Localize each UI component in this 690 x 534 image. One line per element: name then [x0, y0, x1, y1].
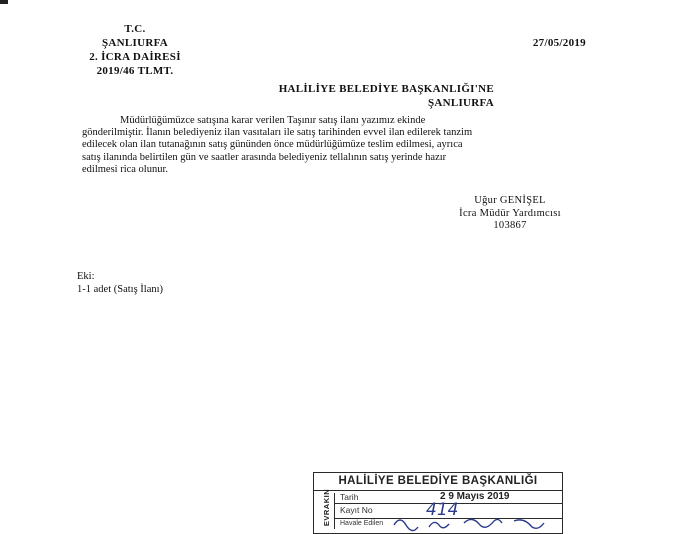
stamp-divider [314, 490, 562, 491]
signer-number: 103867 [493, 220, 527, 231]
letterhead [75, 22, 195, 78]
stamp-reg-value: 414 [426, 500, 459, 520]
stamp-side-label: EVRAKIN [322, 488, 332, 527]
recipient-name: HALİLİYE BELEDİYE BAŞKANLIĞI'NE [278, 83, 494, 95]
header-line-tc: T.C. [124, 23, 146, 35]
registration-stamp [313, 472, 563, 534]
body-line-1: Müdürlüğümüzce satışına karar verilen Taşınır satış ilanı yazımız ekinde [120, 115, 426, 126]
attachments-label: Eki: [77, 271, 95, 282]
body-line-3: edilecek olan ilan tutanağının satış gününden önce müdürlüğümüze teslim edilmesi, ayrıca [82, 139, 463, 151]
recipient-city: ŞANLIURFA [427, 97, 494, 109]
header-line-file-no: 2019/46 TLMT. [96, 65, 174, 77]
stamp-reg-label: Kayıt No [340, 505, 373, 515]
stamp-date-label: Tarih [340, 492, 359, 502]
stamp-title: HALİLİYE BELEDİYE BAŞKANLIĞI [338, 475, 538, 487]
signer-title: İcra Müdür Yardımcısı [459, 207, 561, 219]
stamp-ref-label: Havale Edilen [340, 520, 384, 527]
letter-body [82, 115, 582, 176]
attachments [77, 270, 277, 296]
header-line-office: 2. İCRA DAİRESİ [89, 51, 181, 63]
attachment-item: 1-1 adet (Satış İlanı) [77, 284, 164, 295]
stamp-handwritten-mark [389, 513, 559, 533]
stamp-date-value: 2 9 Mayıs 2019 [440, 491, 510, 502]
recipient-block [170, 82, 500, 110]
body-line-5: edilmesi rica olunur. [82, 163, 169, 175]
body-line-2: gönderilmiştir. İlanın belediyeniz ilan vasıtaları ile satış tarihinden evvel ilan edilerek tanzim [82, 127, 473, 139]
document-date: 27/05/2019 [532, 37, 586, 49]
body-line-4: satış ilanında belirtilen gün ve saatler arasında belediyeniz tellalının satış yerinde hazır [82, 151, 447, 163]
scan-corner-mark [0, 0, 8, 4]
header-line-city: ŞANLIURFA [101, 37, 169, 49]
signer-name: Uğur GENİŞEL [474, 195, 546, 206]
signature-block [440, 195, 580, 233]
